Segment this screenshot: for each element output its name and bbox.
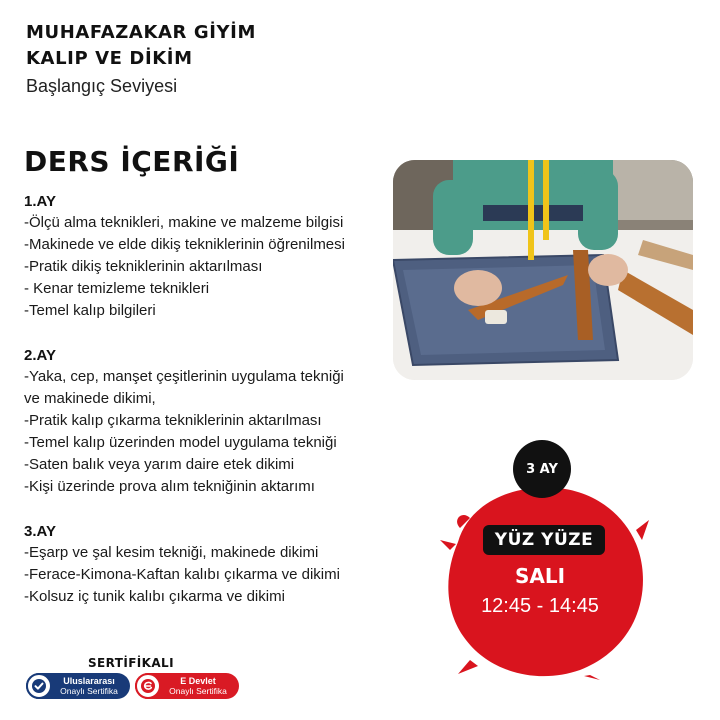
month-1-item: - Kenar temizleme teknikleri xyxy=(24,280,210,297)
month-2-item: -Yaka, cep, manşet çeşitlerinin uygulama tekniği xyxy=(24,368,344,385)
level-subtitle: Başlangıç Seviyesi xyxy=(26,76,178,96)
month-2-block xyxy=(24,346,384,498)
month-2-item: -Kişi üzerinde prova alım tekniğinin aktarımı xyxy=(24,478,315,495)
edevlet-logo-icon xyxy=(135,673,161,699)
title-block xyxy=(26,20,256,98)
edevlet-certificate-line-1: E Devlet xyxy=(180,676,216,686)
month-1-block xyxy=(24,192,384,322)
intl-certificate-line-2: Onaylı Sertifika xyxy=(60,686,118,696)
month-1-item: -Temel kalıp bilgileri xyxy=(24,302,156,319)
intl-certificate-badge xyxy=(26,673,130,699)
schedule-badge xyxy=(440,440,650,680)
month-2-item: -Pratik kalıp çıkarma tekniklerinin aktarılması xyxy=(24,412,322,429)
certificate-title: SERTİFİKALI xyxy=(88,656,174,670)
section-heading: DERS İÇERİĞİ xyxy=(24,145,240,178)
month-2-title: 2.AY xyxy=(24,347,56,364)
month-3-item: -Kolsuz iç tunik kalıbı çıkarma ve dikimi xyxy=(24,588,285,605)
month-3-item: -Ferace-Kimona-Kaftan kalıbı çıkarma ve dikimi xyxy=(24,566,340,583)
month-1-item: -Ölçü alma teknikleri, makine ve malzeme bilgisi xyxy=(24,214,344,231)
edevlet-certificate-badge xyxy=(135,673,239,699)
duration-badge: 3 AY xyxy=(513,440,571,498)
course-title-line-1: MUHAFAZAKAR GİYİM xyxy=(26,22,256,43)
class-time: 12:45 - 14:45 xyxy=(481,595,599,617)
intl-certificate-line-1: Uluslararası xyxy=(63,676,115,686)
month-3-title: 3.AY xyxy=(24,523,56,540)
month-2-item: ve makinede dikimi, xyxy=(24,390,156,407)
month-1-item: -Pratik dikiş tekniklerinin aktarılması xyxy=(24,258,263,275)
edevlet-certificate-text xyxy=(161,676,239,696)
intl-certificate-text xyxy=(52,676,130,696)
tailoring-photo xyxy=(393,160,693,380)
mode-pill: YÜZ YÜZE xyxy=(483,525,605,555)
class-day: SALI xyxy=(514,564,566,588)
month-2-item: -Saten balık veya yarım daire etek dikimi xyxy=(24,456,295,473)
check-badge-icon xyxy=(26,673,52,699)
month-3-block xyxy=(24,522,384,608)
month-2-item: -Temel kalıp üzerinden model uygulama tekniği xyxy=(24,434,337,451)
month-1-item: -Makinede ve elde dikiş tekniklerinin öğrenilmesi xyxy=(24,236,345,253)
course-title-line-2: KALIP VE DİKİM xyxy=(26,48,193,69)
month-3-item: -Eşarp ve şal kesim tekniği, makinede dikimi xyxy=(24,544,319,561)
edevlet-certificate-line-2: Onaylı Sertifika xyxy=(169,686,227,696)
month-1-title: 1.AY xyxy=(24,193,56,210)
